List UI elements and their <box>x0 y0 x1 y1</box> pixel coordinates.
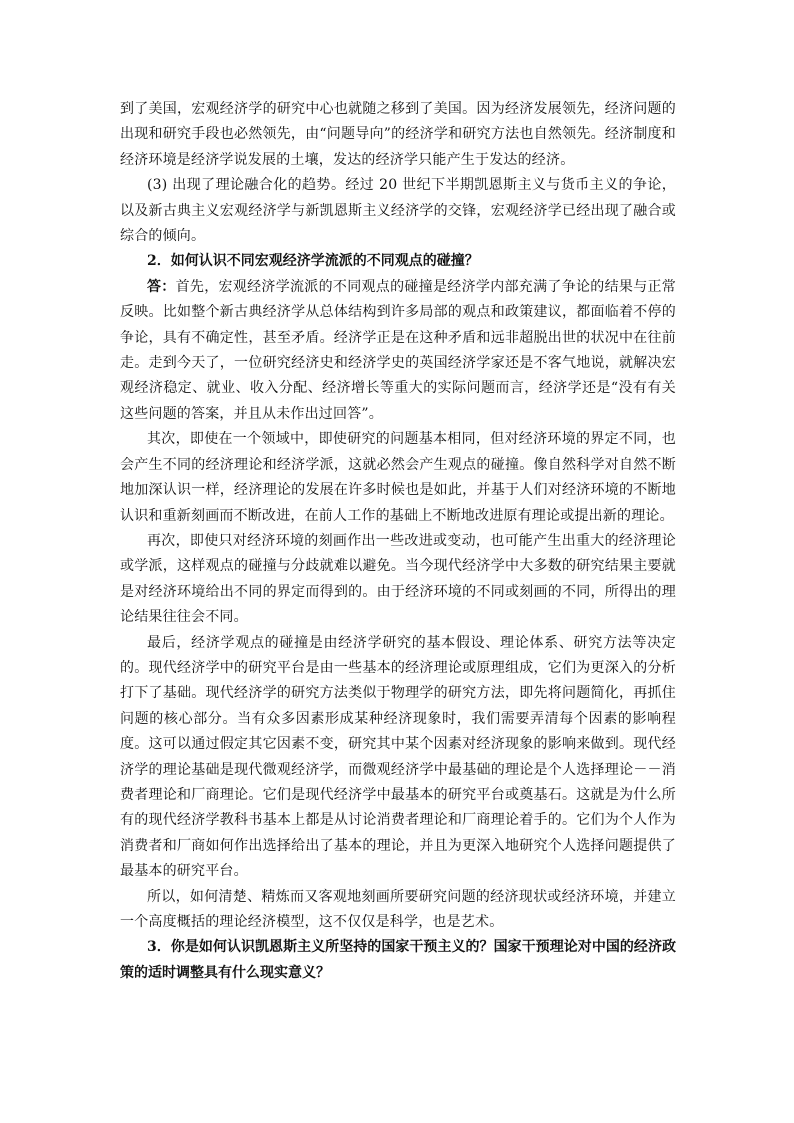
paragraph-1: 到了美国，宏观经济学的研究中心也就随之移到了美国。因为经济发展领先，经济问题的出现和研究手段也必然领先，由“问题导向”的经济学和研究方法也自然领先。经济制度和经济环境是经济学说发展的土壤，发达的经济学只能产生于发达的经济。 <box>120 101 676 168</box>
paragraph-5: 再次，即使只对经济环境的刻画作出一些改进或变动，也可能产生出重大的经济理论或学派，这样观点的碰撞与分歧就难以避免。当今现代经济学中大多数的研究结果主要就是对经济环境给出不同的界定而得到的。由于经济环境的不同或刻画的不同，所得出的理论结果往往会不同。 <box>120 532 676 626</box>
answer-lead-label: 答： <box>147 278 176 295</box>
paragraph-2: (3) 出现了理论融合化的趋势。经过 20 世纪下半期凯恩斯主义与货币主义的争论，以及新古典主义宏观经济学与新凯恩斯主义经济学的交锋，宏观经济学已经出现了融合或综合的倾向。 <box>120 177 676 245</box>
paragraph-7: 所以，如何清楚、精炼而又客观地刻画所要研究问题的经济现状或经济环境，并建立一个高度概括的理论经济模型，这不仅仅是科学，也是艺术。 <box>120 888 676 930</box>
question-3-heading: 3．你是如何认识凯恩斯主义所坚持的国家干预主义的？国家干预理论对中国的经济政策的适时调整具有什么现实意义？ <box>120 939 676 981</box>
paragraph-4: 其次，即使在一个领域中，即使研究的问题基本相同，但对经济环境的界定不同，也会产生不同的经济理论和经济学派，这就必然会产生观点的碰撞。像自然科学对自然不断地加深认识一样，经济理论的发展在许多时候也是如此，并基于人们对经济环境的不断地认识和重新刻画而不断改进，在前人工作的基础上不断地改进原有理论或提出新的理论。 <box>120 431 676 524</box>
answer-text: 首先，宏观经济学流派的不同观点的碰撞是经济学内部充满了争论的结果与正常反映。比如整个新古典经济学从总体结构到许多局部的观点和政策建议，都面临着不停的争论，具有不确定性，甚至矛盾。经济学正是在这种矛盾和远非超脱出世的状况中在往前走。走到今天了，一位研究经济史和经济学史的英国经济学家还是不客气地说，就解决宏观经济稳定、就业、收入分配、经济增长等重大的实际问题而言，经济学还是“没有有关这些问题的答案，并且从未作出过回答”。 <box>120 278 677 422</box>
question-2-heading: 2．如何认识不同宏观经济学流派的不同观点的碰撞？ <box>147 253 479 270</box>
paragraph-6: 最后，经济学观点的碰撞是由经济学研究的基本假设、理论体系、研究方法等决定的。现代经济学中的研究平台是由一些基本的经济理论或原理组成，它们为更深入的分析打下了基础。现代经济学的研究方法类似于物理学的研究方法，即先将问题简化，再抓住问题的核心部分。当有众多因素形成某种经济现象时，我们需要弄清每个因素的影响程度。这可以通过假定其它因素不变，研究其中某个因素对经济现象的影响来做到。现代经济学的理论基础是现代微观经济学，而微观经济学中最基础的理论是个人选择理论－－消费者理论和厂商理论。它们是现代经济学中最基本的研究平台或奠基石。这就是为什么所有的现代经济学教科书基本上都是从讨论消费者理论和厂商理论着手的。它们为个人作为消费者和厂商如何作出选择给出了基本的理论，并且为更深入地研究个人选择问题提供了最基本的研究平台。 <box>120 634 676 880</box>
answer-paragraph <box>120 275 676 427</box>
document-body <box>120 97 676 986</box>
